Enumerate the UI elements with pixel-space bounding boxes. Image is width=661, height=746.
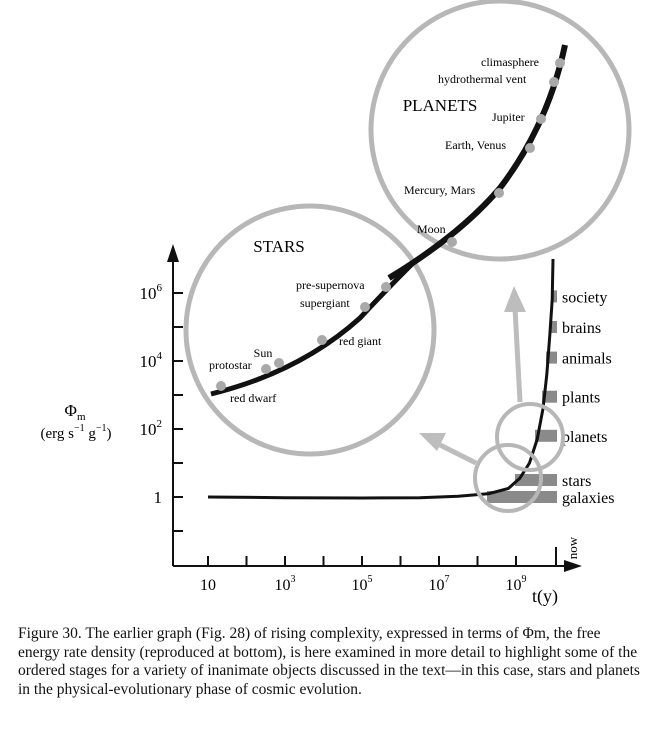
- planets-stage-label: hydrothermal vent: [438, 72, 527, 86]
- stars-stage-label: supergiant: [300, 296, 350, 310]
- planets-marker: [549, 77, 559, 87]
- planets-inset-title: PLANETS: [402, 96, 478, 115]
- planets-marker: [536, 114, 546, 124]
- stars-marker: [216, 381, 226, 391]
- planets-stage-label: Moon: [417, 222, 446, 236]
- y-ticks: [140, 282, 184, 531]
- x-tick-label: $10^7$: [428, 574, 450, 594]
- band-label-society: society: [562, 289, 608, 307]
- band-label-galaxies: galaxies: [562, 490, 615, 507]
- stars-marker: [274, 358, 284, 368]
- planets-stage-label: Jupiter: [492, 110, 525, 124]
- y-tick-label: 1: [153, 488, 162, 507]
- x-tick-label: $10^3$: [274, 574, 296, 594]
- band-label-planets: planets: [562, 428, 608, 446]
- band-label-plants: plants: [562, 389, 601, 407]
- planets-stage-label: Earth, Venus: [445, 138, 507, 152]
- x-ticks: [200, 556, 527, 594]
- y-axis-symbol: $\Phi_m$: [64, 401, 86, 423]
- y-tick-label: $10^2$: [139, 418, 162, 439]
- figure-caption: Figure 30. The earlier graph (Fig. 28) of rising complexity, expressed in terms of Φm, the free energy rate density (reproduced at bottom), is here examined in more detail to highlight some of the ordered stages for a variety of inanimate objects discussed in the text—in this case, stars and planets in the physical-evolutionary phase of cosmic evolution.: [18, 625, 640, 698]
- x-tick-label: 10: [200, 577, 216, 594]
- stars-marker: [381, 282, 391, 292]
- x-axis-title: t(y): [532, 586, 558, 606]
- stars-stage-label: protostar: [209, 358, 252, 372]
- now-label: now: [565, 536, 580, 560]
- x-axis-arrowhead: [564, 560, 582, 572]
- y-tick-label: $10^6$: [139, 282, 162, 303]
- planets-marker: [525, 143, 535, 153]
- band-label-stars: stars: [562, 473, 592, 490]
- stars-stage-label: Sun: [253, 346, 273, 360]
- y-axis-title: [41, 401, 112, 442]
- stars-marker: [261, 364, 271, 374]
- planets-inset-circle: [371, 1, 629, 259]
- stars-marker: [360, 302, 370, 312]
- stars-zoom-arrow: [440, 445, 476, 463]
- planets-marker: [555, 58, 565, 68]
- planets-stage-label: climasphere: [481, 55, 539, 69]
- y-axis-arrowhead: [167, 244, 179, 262]
- x-tick-label: $10^5$: [351, 574, 373, 594]
- planets-inset: [371, 1, 629, 278]
- planets-marker: [447, 237, 457, 247]
- planets-zoom-arrow: [515, 308, 520, 402]
- stars-inset-circle: [186, 206, 434, 454]
- y-tick-label: $10^4$: [139, 350, 162, 371]
- stars-stage-label: pre-supernova: [296, 278, 365, 292]
- stars-inset-title: STARS: [253, 237, 305, 256]
- planets-marker: [494, 188, 504, 198]
- stars-inset: [186, 206, 434, 454]
- x-tick-label: $10^9$: [505, 574, 527, 594]
- stars-stage-label: red giant: [339, 334, 382, 348]
- y-axis-units: (erg $s^{-1}$ $g^{-1}$): [40, 423, 112, 442]
- stars-marker: [317, 335, 327, 345]
- planets-stage-label: Mercury, Mars: [404, 183, 476, 197]
- stars-stage-label: red dwarf: [230, 391, 277, 405]
- planets-zoom-arrowhead: [504, 286, 526, 312]
- band-label-brains: brains: [562, 320, 602, 337]
- band-label-animals: animals: [562, 350, 612, 368]
